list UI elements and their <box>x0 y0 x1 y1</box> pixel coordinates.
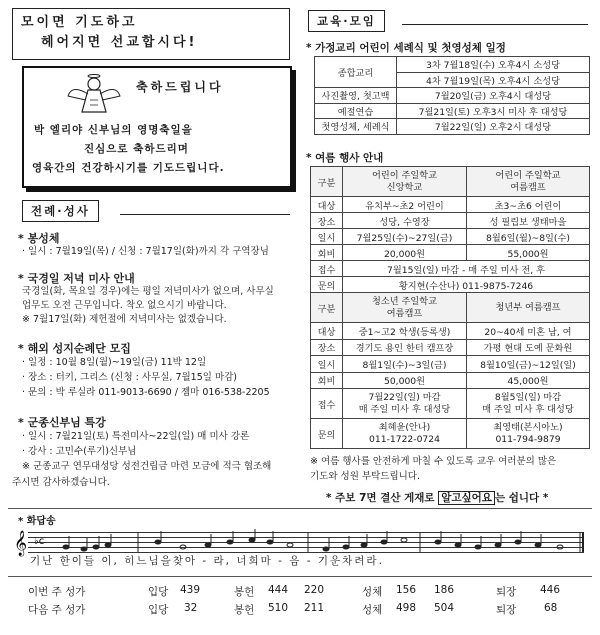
motto-line-1: 모이면 기도하고 <box>21 15 138 30</box>
chaplain-lecture-line-3: ※ 군종교구 연무대성당 성전건립금 마련 모금에 적극 협조해 <box>22 461 272 472</box>
table-cell: 3차 7월18일(수) 오후4시 소성당 <box>397 57 590 73</box>
table-cell: 초3~초6 어린이 <box>467 197 590 213</box>
table-cell: 예절연습 <box>315 103 397 119</box>
table-cell: 장소 <box>311 213 343 229</box>
table-cell: 45,000원 <box>467 372 590 389</box>
table-cell: 성 필립보 생태마을 <box>467 213 590 229</box>
table-row <box>311 277 590 293</box>
table-cell: 성당, 수영장 <box>343 213 467 229</box>
congrats-title: 축하드립니다 <box>136 80 224 94</box>
table-cell: 문의 <box>311 277 343 293</box>
table-cell: 8월6일(월)~8일(수) <box>467 229 590 245</box>
home-communion-title: * 봉성체 <box>18 232 60 245</box>
chaplain-lecture-title: * 군종신부님 특강 <box>18 416 106 429</box>
angel-icon <box>64 72 124 118</box>
hymn-divider <box>8 576 592 577</box>
offertory-number: 510 <box>268 602 289 614</box>
table-cell: 중1~고2 학생(등록생) <box>343 323 467 340</box>
summer-events-title: * 여름 행사 안내 <box>306 152 384 164</box>
table-cell: 8월1일(수)~3일(금) <box>343 356 467 373</box>
offertory-number-2: 220 <box>304 584 325 596</box>
home-communion-line: · 일시 : 7월19일(목) / 신청 : 7월17일(화)까지 각 구역장님 <box>22 246 269 257</box>
table-cell: 최영태(본시아노) 011-794-9879 <box>467 419 590 449</box>
liturgy-header-rule <box>120 214 290 215</box>
recessional-label: 퇴장 <box>496 586 517 598</box>
table-row <box>311 261 590 277</box>
liturgy-header-label: 전례·성사 <box>22 200 99 222</box>
table-cell: 7월20일(금) 오후4시 대성당 <box>397 88 590 104</box>
table-cell: 7월22일(일) 마감 매 주일 미사 후 대성당 <box>343 389 467 419</box>
table-cell: 사진촬영, 첫고백 <box>315 88 397 104</box>
bulletin-notice <box>326 490 548 505</box>
table-header-cell: 구분 <box>311 293 343 323</box>
table-cell: 경기도 용인 한터 캠프장 <box>343 339 467 356</box>
pilgrimage-line-1: · 일정 : 10월 8일(월)~19일(금) 11박 12일 <box>22 357 207 368</box>
table-cell: 7월21일(토) 오후3시 미사 후 대성당 <box>397 103 590 119</box>
pilgrimage-line-2: · 장소 : 터키, 그리스 (신청 : 사무실, 7월15일 마감) <box>22 372 238 383</box>
summer-events-note-1: ※ 여름 행사를 안전하게 마칠 수 있도록 교우 여러분의 많은 <box>310 456 557 467</box>
table-row <box>311 372 590 389</box>
table-header-cell: 어린이 주일학교 여름캠프 <box>467 167 590 197</box>
communion-number: 498 <box>396 602 417 614</box>
congrats-line-3: 영육간의 건강하시기를 기도드립니다. <box>32 162 225 174</box>
table-row <box>311 356 590 373</box>
pilgrimage-line-3: · 문의 : 박 루실라 011-9013-6690 / 젬마 016-538-2205 <box>22 387 270 398</box>
communion-label: 성체 <box>362 586 383 598</box>
congrats-line-1: 박 엘리야 신부님의 영명축일을 <box>34 124 193 136</box>
chaplain-lecture-line-1: · 일시 : 7월21일(토) 특전미사~22일(일) 매 미사 강론 <box>22 431 250 442</box>
education-header-rule <box>402 24 588 25</box>
communion-number-2: 186 <box>434 584 455 596</box>
table-row <box>315 119 590 135</box>
table-cell: 문의 <box>311 419 343 449</box>
table-cell: 황지현(수산나) 011-9875-7246 <box>343 277 590 293</box>
baptism-schedule-table <box>314 56 590 135</box>
liturgy-section-header <box>22 200 99 222</box>
chaplain-lecture-line-2: · 강사 : 고민수(루기)신부님 <box>22 446 137 457</box>
communion-number-2: 504 <box>434 602 455 614</box>
music-divider <box>8 508 592 509</box>
table-row <box>311 197 590 213</box>
table-row <box>311 339 590 356</box>
entrance-number: 32 <box>184 602 198 614</box>
table-cell: 일시 <box>311 356 343 373</box>
table-cell: 대상 <box>311 197 343 213</box>
responsorial-lyrics: 기난 한이들 이, 히느님을찾아 - 라, 너희마 - 음 - 기운차려라. <box>30 555 384 567</box>
hymn-row-label: 다음 주 성가 <box>28 604 86 616</box>
svg-text:𝄞: 𝄞 <box>14 531 28 556</box>
table-cell: 4차 7월19일(목) 오후4시 소성당 <box>397 72 590 88</box>
hymn-row-this-week <box>0 584 600 600</box>
table-row <box>315 88 590 104</box>
entrance-label: 입당 <box>148 586 169 598</box>
bulletin-notice-pre: * 주보 7면 결산 게재로 <box>326 492 435 504</box>
summer-events-note-2: 기도와 성원 부탁드립니다. <box>310 471 421 482</box>
svg-text:♭c: ♭c <box>34 536 45 547</box>
pilgrimage-title: * 해외 성지순례단 모집 <box>18 342 131 355</box>
table-cell: 50,000원 <box>343 372 467 389</box>
table-cell: 접수 <box>311 261 343 277</box>
hymn-row-label: 이번 주 성가 <box>28 586 86 598</box>
table-header-cell: 구분 <box>311 167 343 197</box>
table-cell: 회비 <box>311 245 343 261</box>
holiday-mass-title: * 국경일 저녁 미사 안내 <box>18 272 135 285</box>
table-cell: 첫영성체, 세례식 <box>315 119 397 135</box>
table-header-cell: 어린이 주일학교 신앙학교 <box>343 167 467 197</box>
music-staff <box>8 528 592 556</box>
motto-box <box>12 8 290 60</box>
table-row <box>315 57 590 73</box>
recessional-number: 68 <box>544 602 558 614</box>
table-cell: 일시 <box>311 229 343 245</box>
bulletin-notice-post: 는 쉽니다 * <box>494 492 549 504</box>
congrats-line-2: 진심으로 축하드리며 <box>84 143 189 155</box>
table-cell: 8월5일(일) 마감 매 주일 미사 후 대성당 <box>467 389 590 419</box>
offertory-label: 봉헌 <box>234 604 255 616</box>
motto-line-2: 헤어지면 선교합시다! <box>41 35 198 50</box>
entrance-label: 입당 <box>148 604 169 616</box>
bulletin-notice-highlight: 알고싶어요 <box>438 491 495 505</box>
summer-events-table-youth <box>310 292 590 449</box>
responsorial-psalm-title: * 화답송 <box>18 516 56 527</box>
entrance-number: 439 <box>180 584 201 596</box>
offertory-label: 봉헌 <box>234 586 255 598</box>
table-cell: 대상 <box>311 323 343 340</box>
table-row <box>311 229 590 245</box>
recessional-label: 퇴장 <box>496 604 517 616</box>
table-row <box>311 323 590 340</box>
table-cell: 55,000원 <box>467 245 590 261</box>
table-row <box>311 389 590 419</box>
table-row <box>315 103 590 119</box>
table-cell: 종합교리 <box>315 57 397 88</box>
offertory-number: 444 <box>268 584 289 596</box>
table-cell: 8월10일(금)~12일(일) <box>467 356 590 373</box>
table-cell: 7월22일(일) 오후2시 대성당 <box>397 119 590 135</box>
table-cell: 접수 <box>311 389 343 419</box>
table-cell: 회비 <box>311 372 343 389</box>
table-cell: 가평 현대 도예 문화원 <box>467 339 590 356</box>
offertory-number-2: 211 <box>304 602 325 614</box>
table-cell: 7월15일(일) 마감 - 매 주일 미사 전, 후 <box>343 261 590 277</box>
summer-events-table-children <box>310 166 590 293</box>
table-cell: 유치부~초2 어린이 <box>343 197 467 213</box>
holiday-mass-line-2: 업무도 오전 근무입니다. 착오 없으시기 바랍니다. <box>22 300 227 311</box>
communion-number: 156 <box>396 584 417 596</box>
chaplain-lecture-line-4: 주시면 감사하겠습니다. <box>12 477 110 488</box>
table-cell: 장소 <box>311 339 343 356</box>
table-cell: 20~40세 미혼 남, 여 <box>467 323 590 340</box>
table-row <box>311 245 590 261</box>
communion-label: 성체 <box>362 604 383 616</box>
baptism-schedule-title: * 가정교리 어린이 세례식 및 첫영성체 일정 <box>306 42 506 54</box>
table-header-row <box>311 167 590 197</box>
table-cell: 최혜윤(안나) 011-1722-0724 <box>343 419 467 449</box>
education-header-label: 교육·모임 <box>308 10 385 32</box>
holiday-mass-line-3: ※ 7월17일(화) 제헌절에 저녁미사는 없겠습니다. <box>22 314 227 325</box>
hymn-row-next-week <box>0 602 600 618</box>
table-row <box>311 419 590 449</box>
table-cell: 7월25일(수)~27일(금) <box>343 229 467 245</box>
table-header-cell: 청년부 여름캠프 <box>467 293 590 323</box>
table-cell: 20,000원 <box>343 245 467 261</box>
congrats-box <box>22 66 292 188</box>
table-header-cell: 청소년 주일학교 여름캠프 <box>343 293 467 323</box>
table-row <box>311 213 590 229</box>
education-section-header <box>308 10 385 32</box>
table-header-row <box>311 293 590 323</box>
holiday-mass-line-1: 국경일(화, 목요일 경우)에는 평일 저녁미사가 없으며, 사무실 <box>22 286 274 297</box>
recessional-number: 446 <box>540 584 561 596</box>
